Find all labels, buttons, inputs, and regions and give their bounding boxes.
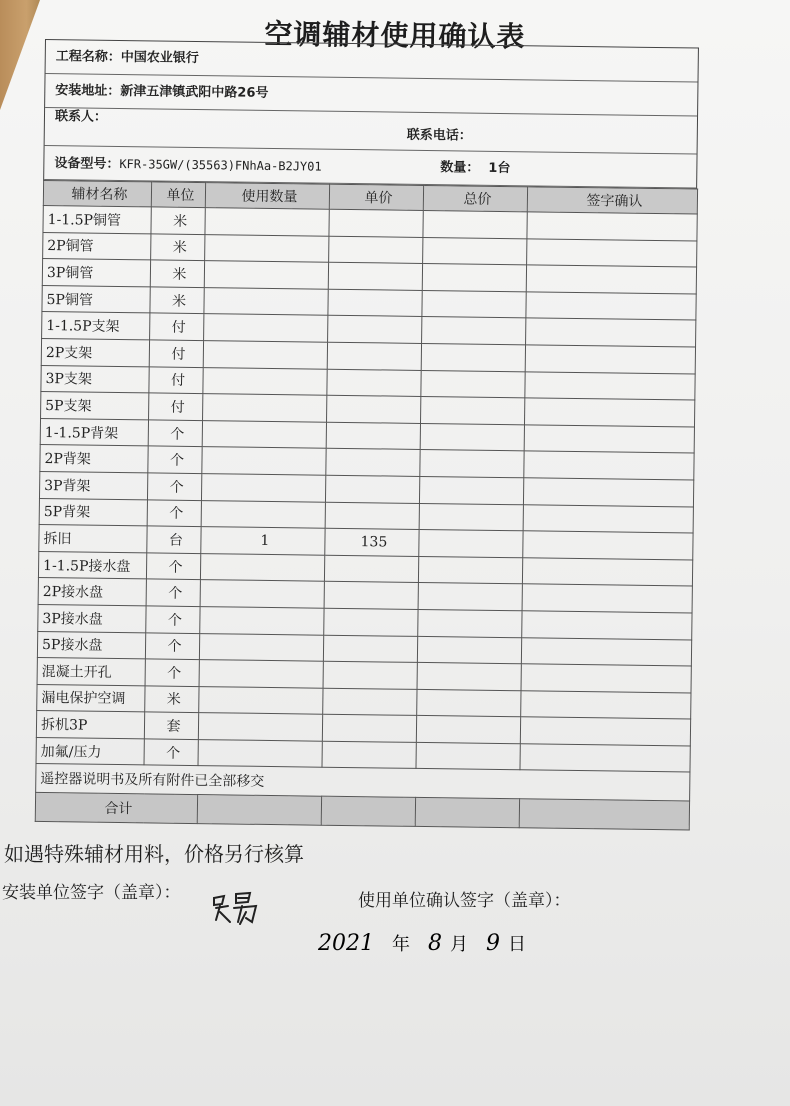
signature-cell xyxy=(526,265,696,294)
unit-cell: 米 xyxy=(150,287,204,314)
material-name-cell: 5P支架 xyxy=(41,392,149,420)
material-name-cell: 加氟/压力 xyxy=(36,737,144,765)
total-price-cell xyxy=(421,397,525,425)
unit-price-cell xyxy=(327,369,421,397)
unit-cell: 米 xyxy=(150,260,204,287)
signature-cell xyxy=(522,584,692,613)
date-month-unit: 月 xyxy=(450,934,468,955)
total-price-cell xyxy=(419,530,523,558)
signature-cell xyxy=(525,345,695,374)
total-price-cell xyxy=(422,264,526,292)
material-name-cell: 2P铜管 xyxy=(43,232,151,260)
total-price-cell xyxy=(418,583,522,611)
unit-cell: 套 xyxy=(144,712,198,739)
unit-cell: 付 xyxy=(149,366,203,393)
unit-cell: 米 xyxy=(145,686,199,713)
total-sign-cell xyxy=(519,799,689,830)
date-year-unit: 年 xyxy=(392,934,410,955)
total-price-cell xyxy=(416,742,520,770)
unit-cell: 个 xyxy=(146,579,200,606)
installer-signature xyxy=(210,888,266,932)
total-price-cell xyxy=(321,797,415,827)
unit-cell: 个 xyxy=(147,473,201,500)
unit-price-cell xyxy=(329,209,423,237)
handwritten-signature-graphic xyxy=(210,888,266,928)
unit-price-cell xyxy=(329,236,423,264)
material-name-cell: 3P背架 xyxy=(39,471,147,499)
material-name-cell: 1-1.5P背架 xyxy=(40,418,148,446)
unit-price-cell xyxy=(328,289,422,317)
unit-price-cell xyxy=(322,714,416,742)
unit-price-cell xyxy=(324,555,418,583)
form-title: 空调辅材使用确认表 xyxy=(264,17,526,54)
material-name-cell: 2P背架 xyxy=(40,445,148,473)
contact-label: 联系人： xyxy=(54,109,108,125)
unit-cell: 个 xyxy=(145,632,199,659)
column-header: 单位 xyxy=(151,182,205,208)
material-name-cell: 3P支架 xyxy=(41,365,149,393)
unit-price-cell xyxy=(323,661,417,689)
unit-price-cell xyxy=(324,582,418,610)
unit-price-cell xyxy=(323,635,417,663)
signature-cell xyxy=(524,398,694,427)
unit-price-cell xyxy=(328,316,422,344)
column-header: 使用数量 xyxy=(205,183,329,210)
handover-note: 遥控器说明书及所有附件已全部移交 xyxy=(36,764,690,802)
unit-price-cell xyxy=(326,422,420,450)
signature-cell xyxy=(526,318,696,347)
column-header: 单价 xyxy=(329,184,423,210)
quantity-cell xyxy=(204,287,328,315)
total-price-cell xyxy=(421,343,525,371)
date-day: 9 xyxy=(486,931,500,956)
quantity-cell xyxy=(203,367,327,395)
signature-cell xyxy=(523,478,693,507)
quantity-cell xyxy=(201,474,325,502)
date-day-unit: 日 xyxy=(508,934,526,955)
material-name-cell: 5P接水盘 xyxy=(37,631,145,659)
total-qty-cell xyxy=(197,795,321,826)
unit-cell: 个 xyxy=(145,659,199,686)
unit-cell: 个 xyxy=(148,420,202,447)
quantity-cell xyxy=(200,580,324,608)
unit-price-cell xyxy=(325,475,419,503)
address-label: 安装地址： xyxy=(55,83,121,99)
column-header: 签字确认 xyxy=(527,187,697,214)
address-value: 新津五津镇武阳中路26号 xyxy=(120,83,269,101)
project-label: 工程名称： xyxy=(55,49,121,65)
total-price-cell xyxy=(423,210,527,238)
quantity-cell xyxy=(202,420,326,448)
material-name-cell: 拆机3P xyxy=(36,711,144,739)
total-price-cell xyxy=(418,609,522,637)
unit-cell: 个 xyxy=(144,739,198,766)
signature-cell xyxy=(527,238,697,267)
material-name-cell: 1-1.5P支架 xyxy=(42,312,150,340)
quantity-cell xyxy=(204,261,328,289)
quantity-cell xyxy=(203,394,327,422)
unit-price-cell xyxy=(325,502,419,530)
material-name-cell: 5P铜管 xyxy=(42,285,150,313)
sign-date xyxy=(318,930,544,956)
total-price-cell xyxy=(422,290,526,318)
unit-price-cell xyxy=(323,688,417,716)
unit-price-cell xyxy=(326,449,420,477)
quantity-cell xyxy=(199,660,323,688)
quantity-cell xyxy=(202,447,326,475)
unit-cell: 个 xyxy=(147,499,201,526)
material-name-cell: 拆旧 xyxy=(39,525,147,553)
material-name-cell: 1-1.5P铜管 xyxy=(43,205,151,233)
signature-cell xyxy=(522,611,692,640)
project-value: 中国农业银行 xyxy=(120,49,199,67)
material-name-cell: 1-1.5P接水盘 xyxy=(38,551,146,579)
signature-cell xyxy=(520,717,690,746)
unit-cell: 米 xyxy=(151,233,205,260)
special-materials-note: 如遇特殊辅材用料，价格另行核算 xyxy=(4,842,304,866)
total-price-cell xyxy=(417,663,521,691)
quantity-label: 数量： xyxy=(440,160,480,176)
installer-sign-label: 安装单位签字（盖章）： xyxy=(2,883,181,903)
quantity-cell xyxy=(200,553,324,581)
user-sign-label: 使用单位确认签字（盖章）： xyxy=(358,891,571,911)
quantity-cell xyxy=(203,341,327,369)
quantity-cell xyxy=(198,739,322,767)
material-name-cell: 5P背架 xyxy=(39,498,147,526)
quantity-cell xyxy=(201,500,325,528)
total-price-cell xyxy=(423,237,527,265)
signature-cell xyxy=(524,451,694,480)
total-price-cell xyxy=(420,450,524,478)
unit-cell: 个 xyxy=(146,553,200,580)
total-price-cell xyxy=(422,317,526,345)
total-price-cell xyxy=(417,636,521,664)
signature-cell xyxy=(526,292,696,321)
signature-cell xyxy=(521,690,691,719)
total-price-cell xyxy=(418,556,522,584)
model-value: KFR-35GW/(35563)FNhAa-B2JY01 xyxy=(119,156,322,174)
signature-cell xyxy=(521,637,691,666)
signature-cell xyxy=(525,371,695,400)
signature-cell xyxy=(524,425,694,454)
total-price-cell xyxy=(420,423,524,451)
unit-cell: 米 xyxy=(151,207,205,234)
date-month: 8 xyxy=(428,931,442,956)
quantity-cell xyxy=(199,633,323,661)
date-year: 2021 xyxy=(318,931,374,956)
unit-price-cell xyxy=(324,608,418,636)
material-name-cell: 3P接水盘 xyxy=(38,604,146,632)
quantity-cell xyxy=(205,208,329,236)
quantity-cell xyxy=(198,713,322,741)
form-header xyxy=(43,39,699,189)
unit-cell: 付 xyxy=(149,340,203,367)
total-price-cell xyxy=(416,716,520,744)
signature-cell xyxy=(522,558,692,587)
unit-price-cell xyxy=(328,262,422,290)
table-body xyxy=(36,205,697,772)
unit-price-cell: 135 xyxy=(325,528,419,556)
signature-cell xyxy=(520,744,690,773)
total-sum-cell xyxy=(415,798,519,828)
unit-cell: 付 xyxy=(150,313,204,340)
quantity-cell xyxy=(199,686,323,714)
quantity-cell xyxy=(204,314,328,342)
quantity-cell: 1 xyxy=(201,527,325,555)
signature-cell xyxy=(523,504,693,533)
unit-cell: 个 xyxy=(146,606,200,633)
total-label: 合计 xyxy=(35,793,197,824)
unit-cell: 个 xyxy=(148,446,202,473)
total-price-cell xyxy=(417,689,521,717)
model-label: 设备型号： xyxy=(54,156,120,172)
signature-cell xyxy=(523,531,693,560)
column-header: 辅材名称 xyxy=(43,180,151,206)
unit-cell: 台 xyxy=(147,526,201,553)
unit-price-cell xyxy=(327,342,421,370)
material-name-cell: 2P支架 xyxy=(41,338,149,366)
total-price-cell xyxy=(419,503,523,531)
unit-price-cell xyxy=(327,395,421,423)
quantity-value: 1台 xyxy=(488,160,511,177)
phone-label: 联系电话： xyxy=(406,127,472,144)
material-name-cell: 2P接水盘 xyxy=(38,578,146,606)
signature-cell xyxy=(521,664,691,693)
form-sheet xyxy=(35,39,699,831)
total-price-cell xyxy=(419,476,523,504)
unit-cell: 付 xyxy=(149,393,203,420)
material-name-cell: 3P铜管 xyxy=(42,259,150,287)
material-name-cell: 混凝土开孔 xyxy=(37,658,145,686)
total-price-cell xyxy=(421,370,525,398)
unit-price-cell xyxy=(322,741,416,769)
quantity-cell xyxy=(205,234,329,262)
signature-cell xyxy=(527,212,697,241)
quantity-cell xyxy=(200,606,324,634)
materials-table xyxy=(35,180,698,831)
material-name-cell: 漏电保护空调 xyxy=(37,684,145,712)
column-header: 总价 xyxy=(423,185,527,211)
